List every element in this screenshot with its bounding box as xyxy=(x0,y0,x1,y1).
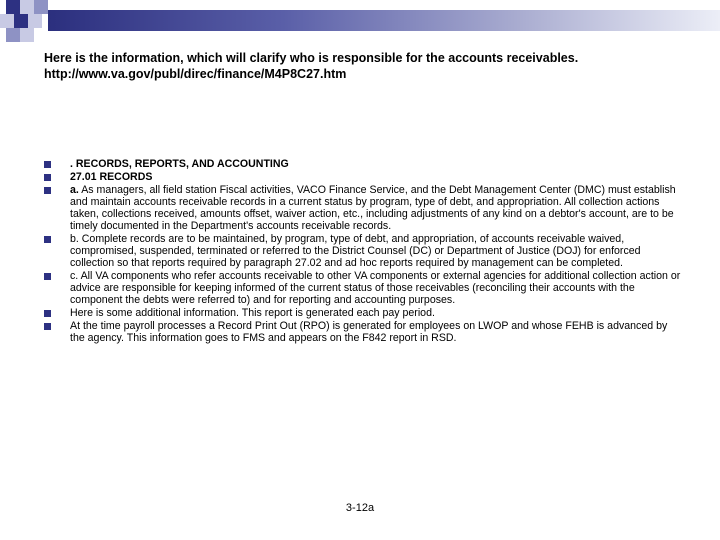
bullet-text: . RECORDS, REPORTS, AND ACCOUNTING xyxy=(70,158,289,170)
bullet-text: As managers, all field station Fiscal activities, VACO Finance Service, and the Debt Management Center (DMC) must establish and maintain accounts receivable records in a current status by program, type of debt, and appropriation. All collection actions taken, collections received, amounts offset, waiver action, etc., including adjustments of any kind on a debtor's account, are to be timely documented in the Department's accounts receivable records. xyxy=(70,184,676,232)
decor-square xyxy=(28,14,42,28)
intro-text xyxy=(44,50,704,82)
square-bullet-icon xyxy=(44,236,51,243)
list-item xyxy=(44,320,684,344)
list-item xyxy=(44,171,684,183)
decor-square xyxy=(0,14,14,28)
square-bullet-icon xyxy=(44,323,51,330)
bullet-text: At the time payroll processes a Record Print Out (RPO) is generated for employees on LWOP and whose FEHB is advanced by the agency. This information goes to FMS and appears on the F842 report in RSD. xyxy=(70,320,668,344)
decor-square xyxy=(20,0,34,14)
decor-square xyxy=(14,14,28,28)
bullet-text: Here is some additional information. This report is generated each pay period. xyxy=(70,307,435,319)
decor-square xyxy=(34,0,48,14)
header-decoration xyxy=(0,0,720,44)
bullet-lead: a. xyxy=(70,184,79,196)
list-item xyxy=(44,270,684,306)
source-url[interactable]: http://www.va.gov/publ/direc/finance/M4P8C27.htm xyxy=(44,67,347,81)
decor-square xyxy=(6,28,20,42)
bullet-list xyxy=(44,158,684,345)
square-bullet-icon xyxy=(44,187,51,194)
decor-square xyxy=(20,28,34,42)
header-gradient-band xyxy=(48,10,720,31)
square-bullet-icon xyxy=(44,174,51,181)
list-item xyxy=(44,233,684,269)
list-item xyxy=(44,307,684,319)
square-bullet-icon xyxy=(44,161,51,168)
square-bullet-icon xyxy=(44,273,51,280)
decor-square xyxy=(6,0,20,14)
square-bullet-icon xyxy=(44,310,51,317)
list-item xyxy=(44,184,684,232)
intro-line: Here is the information, which will clarify who is responsible for the accounts receivables. xyxy=(44,51,579,65)
page-number: 3-12a xyxy=(345,502,375,514)
list-item xyxy=(44,158,684,170)
bullet-text: 27.01 RECORDS xyxy=(70,171,153,183)
bullet-text: c. All VA components who refer accounts receivable to other VA components or external agencies for additional collection action or advice are responsible for keeping informed of the current status of those receivables (reconciling their accounts with the component the debts were referred to) and for reporting and accounting purposes. xyxy=(70,270,681,306)
bullet-text: b. Complete records are to be maintained, by program, type of debt, and appropriation, of accounts receivable waived, compromised, suspended, terminated or referred to the District Counsel (DC) or Department of Justice (DOJ) for enforced collection so that reports required by paragraph 27.02 and ad hoc reports required by management can be completed. xyxy=(70,233,641,269)
